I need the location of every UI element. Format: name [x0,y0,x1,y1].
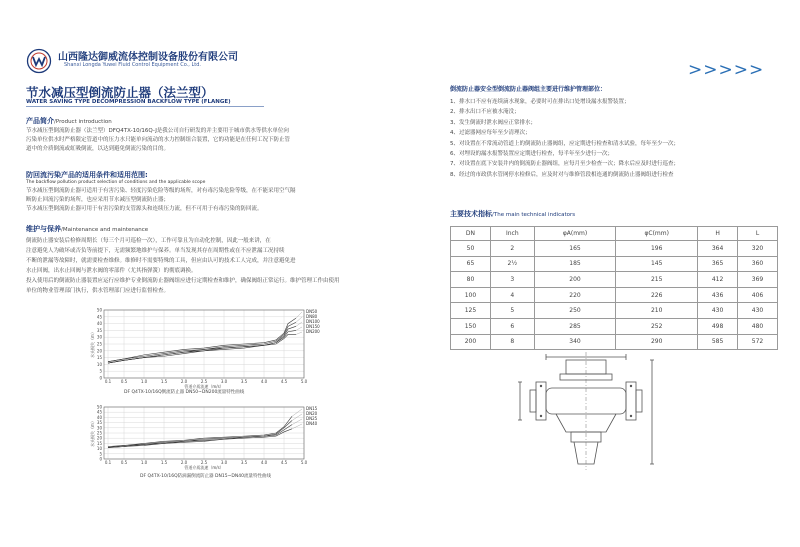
table-row [451,318,778,334]
list-item: 6、对埋设的漏水报警装置应定期进行检查，每半年至少进行一次； [450,150,614,157]
table-cell: 165 [534,241,616,257]
table-cell: 220 [534,287,616,303]
y-tick-label: 35 [96,420,102,426]
chart1-caption: DF Q4TX-10/16Q倒流防止器 DN50~DN200流量特性曲线 [124,390,245,395]
table-cell: 250 [534,303,616,319]
y-tick-label: 50 [96,307,102,313]
table-cell: 65 [451,256,491,272]
table-cell: 125 [451,303,491,319]
series-leader-line [296,332,302,334]
series-leader-line [292,419,302,425]
y-tick-label: 20 [96,348,102,354]
table-cell: 2 [490,241,534,257]
y-tick-label: 15 [96,355,102,361]
intro-heading-en: /Product introduction [54,119,112,125]
table-cell: 100 [451,287,491,303]
x-tick-label: 1.0 [140,460,148,465]
series-label-dn20: DN20 [306,411,318,416]
maintenance-line: 投入使用后的倒流防止器装置应运行应维护专业倒流防止器阀组应进行定期检查和维护，确保阀组正常运行。维护管理工作由使用 [26,278,340,284]
x-tick-label: 1.5 [160,460,168,465]
x-tick-label: 3.0 [220,379,228,384]
table-cell: 50 [451,241,491,257]
y-axis-label: 水头损失（m） [90,419,95,447]
column-header: φA(mm) [534,227,616,241]
x-tick-label: 0.1 [104,460,112,465]
intro-line: 节水减压型倒流防止器（法兰型）DFQ4TX-10/16Q-J是我公司自行研发的并主要用于城市供水等供水单位向 [26,128,289,134]
series-label-dn50: DN50 [306,309,318,314]
flow-curve-chart-dn50-dn200 [86,306,336,392]
series-leader-line [292,424,302,429]
table-cell: 8 [490,334,534,350]
product-title: 节水减压型倒流防止器（法兰型） [26,85,214,100]
x-tick-label: 5.0 [300,379,308,384]
table-cell: 365 [698,256,738,272]
list-item: 8、经过的市政供水管网停水检修后，应及时对与维修管段相连通的倒流防止器阀组进行检查 [450,171,674,178]
y-tick-label: 30 [96,334,102,340]
x-tick-label: 4.0 [260,379,268,384]
product-title-en: WATER SAVING TYPE DECOMPRESSION BACKFLOW TYPE (FLANGE) [26,99,231,105]
scope-text [26,187,296,214]
x-tick-label: 0.5 [120,460,128,465]
series-label-dn200: DN200 [306,329,320,334]
table-cell: 215 [616,272,698,288]
list-item: 5、对设置在不常流动管道上的倒流防止器阀组，应定期进行检查和清水试验，每年至少一次； [450,140,680,147]
y-tick-label: 5 [99,368,102,374]
y-tick-label: 10 [96,446,102,452]
list-item: 3、发生倒流时泄水阀应正常排水； [450,119,537,126]
column-header: DN [451,227,491,241]
table-cell: 80 [451,272,491,288]
series-label-dn150: DN150 [306,324,320,329]
column-header: Inch [490,227,534,241]
maintenance-line: 注意避免人为破坏或否负等前提下，无需频繁地维护与保养。单当发现其存在周期性或在不应泄漏工况持续 [26,248,285,254]
valve-maintenance-list [450,97,679,180]
series-label-dn25: DN25 [306,416,318,421]
list-item: 1、排水口不应有连续滴水现象，必要时可在排出口处增设漏水报警装置； [450,99,630,105]
series-leader-line [296,317,302,322]
y-tick-label: 45 [96,314,102,320]
series-line-dn15 [108,416,292,446]
y-tick-label: 25 [96,430,102,436]
series-line-dn50 [108,318,296,362]
table-cell: 285 [534,318,616,334]
x-tick-label: 1.5 [160,379,168,384]
table-cell: 572 [738,334,778,350]
x-tick-label: 1.0 [140,379,148,384]
series-line-dn200 [108,334,296,363]
company-name: 山西隆达御威流体控制设备股份有限公司 [58,52,238,63]
series-leader-line [292,409,302,416]
maintenance-line: 水止回阀，出水止回阀与泄水阀的零部件（尤其指弹簧）的彻底调换。 [26,268,197,274]
x-tick-label: 2.0 [180,379,188,384]
series-leader-line [296,312,302,318]
table-cell: 436 [698,287,738,303]
maintenance-heading [26,224,148,234]
series-leader-line [296,327,302,330]
table-cell: 150 [451,318,491,334]
column-header: L [738,227,778,241]
flow-curve-chart-dn15-dn40 [86,403,336,473]
table-cell: 3 [490,272,534,288]
table-row [451,334,778,350]
y-tick-label: 10 [96,361,102,367]
x-tick-label: 4.5 [280,379,288,384]
column-header: H [698,227,738,241]
maintenance-line: 不断的泄漏等故障时，就需要检查维修。维修时不需要特殊的工具，但应由认可的技术工人完成，并注意避免进 [26,258,296,264]
table-cell: 480 [738,318,778,334]
table-cell: 364 [698,241,738,257]
table-cell: 320 [738,241,778,257]
x-tick-label: 3.0 [220,460,228,465]
table-cell: 210 [616,303,698,319]
table-cell: 406 [738,287,778,303]
series-label-dn15: DN15 [306,406,318,411]
column-header: φC(mm) [616,227,698,241]
table-row [451,241,778,257]
title-divider [26,106,264,107]
table-row [451,303,778,319]
series-label-dn40: DN40 [306,421,318,426]
specs-table [450,226,778,350]
series-line-dn150 [108,330,296,363]
x-tick-label: 0.1 [104,379,112,384]
table-row [451,287,778,303]
y-tick-label: 20 [96,435,102,441]
scope-line: 节水减压型倒流防止器可用于有害污染的支管源头和连续压力流，但不可用于有毒污染的防回流。 [26,206,263,212]
y-tick-label: 0 [99,456,102,462]
y-tick-label: 25 [96,341,102,347]
table-header-row [451,227,778,241]
table-cell: 5 [490,303,534,319]
x-tick-label: 4.5 [280,460,288,465]
intro-line: 污染单位供水时严格限定管道中的压力水只能单向流动的水力控制组合装置，它的功能是在任何工况下防止管 [26,137,291,143]
y-tick-label: 40 [96,321,102,327]
table-cell: 2½ [490,256,534,272]
chevron-decoration-icon: >>>>> [688,60,765,80]
maintenance-line: 倒流防止器安装后检修周期长（每三个月可巡检一次），工作可靠且为自动化控制，因此一般来讲，在 [26,238,271,244]
specs-heading [450,209,575,219]
valve-maintenance-heading: 倒流防止器安全型倒流防止器阀组主要进行维护管理部位： [450,86,607,93]
valve-technical-drawing [516,352,666,492]
x-axis-label: 管道介质流速（m/s） [184,384,224,389]
x-tick-label: 0.5 [120,379,128,384]
table-cell: 430 [738,303,778,319]
intro-line: 道中的介质倒流或虹吸倒流，以达到避免倒流污染的目的。 [26,146,170,152]
table-cell: 430 [698,303,738,319]
list-item: 2、排水出口不应被水淹没； [450,109,520,116]
chart2-caption: DF Q4TX-10/16Q防滴漏倒流防止器 DN15~DN40流量特性曲线 [140,474,271,479]
table-cell: 498 [698,318,738,334]
list-item: 7、对设置在底下安装井内的倒流防止器阀组，应每月至少检查一次；降水后应及时进行巡查； [450,161,680,168]
x-tick-label: 2.0 [180,460,188,465]
x-tick-label: 2.5 [200,460,208,465]
intro-text [26,127,290,154]
y-tick-label: 0 [99,375,102,381]
y-axis-label: 水头损失（m） [90,330,95,358]
maintenance-text [26,236,340,296]
table-cell: 200 [451,334,491,350]
x-tick-label: 3.5 [240,460,248,465]
intro-heading [26,116,112,126]
table-cell: 252 [616,318,698,334]
series-leader-line [296,322,302,326]
maintenance-line: 单位的物业管理部门执行，供水管理部门应进行监督检查。 [26,288,170,294]
maintenance-heading-en: /Maintenance and maintenance [61,227,149,233]
table-cell: 369 [738,272,778,288]
table-cell: 340 [534,334,616,350]
table-row [451,256,778,272]
y-tick-label: 45 [96,409,102,415]
table-cell: 226 [616,287,698,303]
series-label-dn100: DN100 [306,319,320,324]
table-cell: 412 [698,272,738,288]
table-cell: 290 [616,334,698,350]
table-cell: 4 [490,287,534,303]
x-axis-label: 管道介质流速（m/s） [184,465,224,470]
y-tick-label: 40 [96,414,102,420]
scope-heading-en: The backflow pollution product selection of conditions and the applicable scope [26,180,206,185]
table-cell: 200 [534,272,616,288]
y-tick-label: 30 [96,425,102,431]
y-tick-label: 35 [96,327,102,333]
scope-line: 断防止回流污染的场所，也应采用节水减压型倒流防止器； [26,197,170,203]
y-tick-label: 5 [99,451,102,457]
scope-heading: 防回流污染产品的适用条件和适用范围: [26,171,148,179]
intro-heading-cn: 产品简介 [26,117,54,125]
x-tick-label: 3.5 [240,379,248,384]
scope-line: 节水减压型倒流防止器可适用于有害污染、轻度污染危险等级的场所，对有毒污染危险等级，在不能采用空气隔 [26,188,296,194]
table-cell: 360 [738,256,778,272]
series-label-dn80: DN80 [306,314,318,319]
table-cell: 196 [616,241,698,257]
table-cell: 585 [698,334,738,350]
list-item: 4、过滤器网应每年至少清理次； [450,130,531,137]
x-tick-label: 5.0 [300,460,308,465]
x-tick-label: 4.0 [260,460,268,465]
y-tick-label: 50 [96,404,102,410]
company-logo-icon [26,48,52,74]
x-tick-label: 2.5 [200,379,208,384]
specs-heading-en: /The main technical indicators [492,212,576,218]
specs-heading-cn: 主要技术指标 [450,210,492,218]
table-cell: 145 [616,256,698,272]
maintenance-heading-cn: 维护与保养 [26,225,61,233]
table-row [451,272,778,288]
table-cell: 185 [534,256,616,272]
table-cell: 6 [490,318,534,334]
y-tick-label: 15 [96,440,102,446]
company-name-en: Shanxi Longda Yuwei Fluid Control Equipment Co., Ltd. [64,62,201,68]
